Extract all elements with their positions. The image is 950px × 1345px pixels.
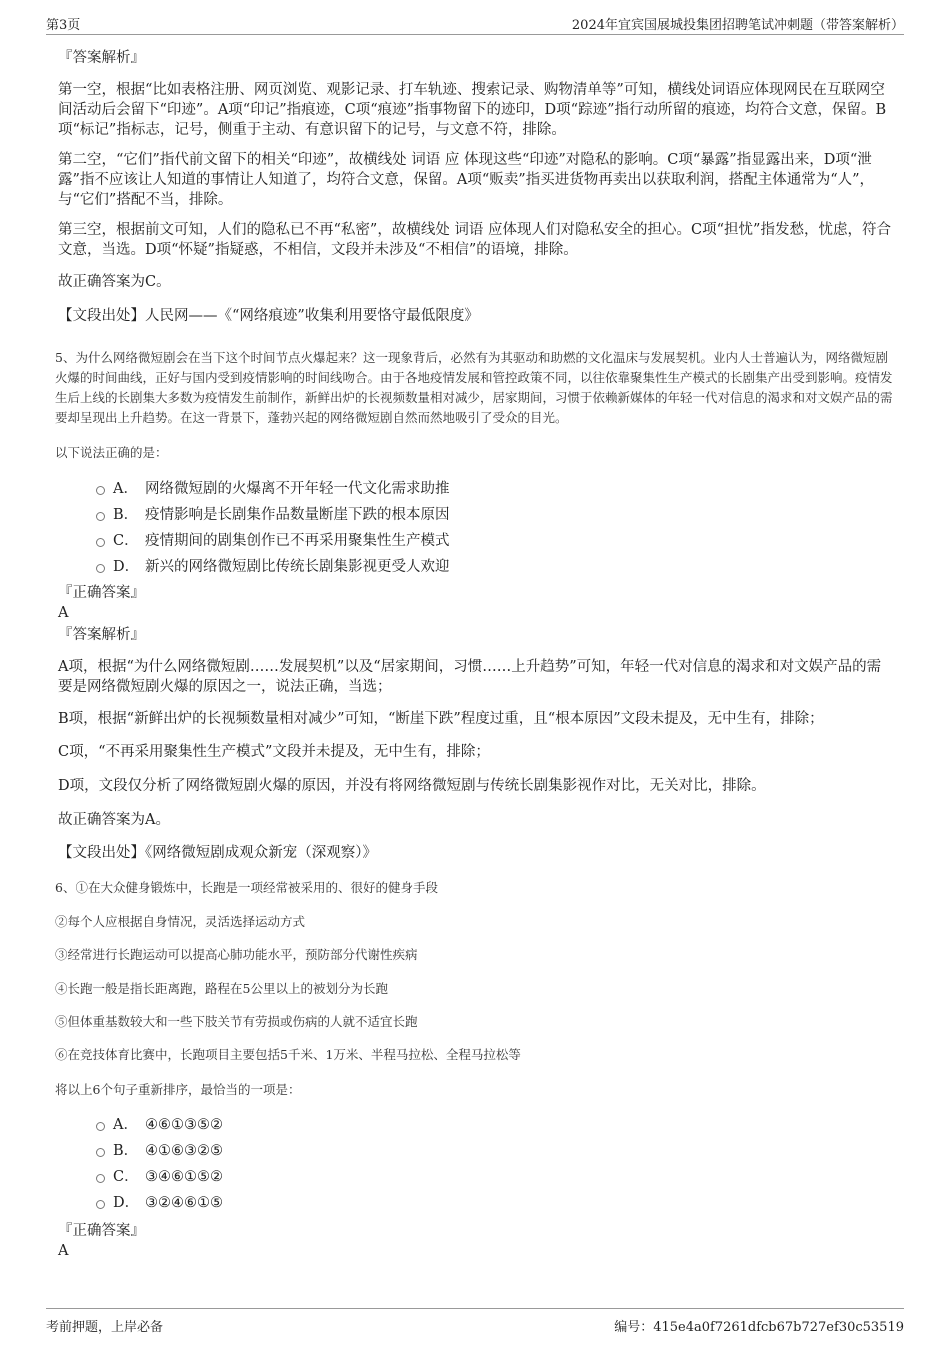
footer-slogan: 考前押题，上岸必备 [46, 1320, 164, 1335]
radio-icon[interactable] [96, 1148, 105, 1157]
document-code: 编号：415e4a0f7261dfcb67b727ef30c53519 [614, 1320, 904, 1335]
q5-analysis-d: D项，文段仅分析了网络微短剧火爆的原因，并没有将网络微短剧与传统长剧集影视作对比，无关对比，排除。 [58, 778, 766, 794]
q5-conclusion: 故正确答案为A。 [58, 812, 170, 828]
radio-icon[interactable] [96, 538, 105, 547]
q5-stem: 5、为什么网络微短剧会在当下这个时间节点火爆起来？这一现象背后，必然有为其驱动和助燃的文化温床与发展契机。业内人士普遍认为，网络微短剧火爆的时间曲线，正好与国内受到疫情影响的时间线吻合。由于各地疫情发展和管控政策不同，以往依靠聚集性生产模式的长剧集产出受到影响。疫情发生后上线的长剧集大多数为疫情发生前制作，新鲜出炉的长视频数量相对减少，居家期间，习惯于依赖新媒体的年轻一代对信息的渴求和对文娱产品的需要却呈现出上升趋势。在这一背景下，蓬勃兴起的网络微短剧自然而然地吸引了受众的目光。 [55, 350, 893, 425]
q5-answer: A [58, 605, 69, 621]
q4-analysis-para-3: 第三空，根据前文可知，人们的隐私已不再“私密”，故横线处 词语 应体现人们对隐私安全的担心。C项“担忧”指发愁，忧虑，符合文意，当选。D项“怀疑”指疑惑，不相信，文段并未涉及“不相信”的语境，排除。 [58, 222, 891, 258]
q5-option-a[interactable]: A． 网络微短剧的火爆离不开年轻一代文化需求助推 [96, 479, 450, 499]
radio-icon[interactable] [96, 1122, 105, 1131]
radio-icon[interactable] [96, 512, 105, 521]
q6-sentence-4: ④长跑一般是指长距离跑，路程在5公里以上的被划分为长跑 [55, 981, 388, 996]
q6-option-c[interactable]: C． ③④⑥①⑤② [96, 1167, 223, 1187]
radio-icon[interactable] [96, 1174, 105, 1183]
radio-icon[interactable] [96, 486, 105, 495]
page-footer [46, 1308, 904, 1339]
q4-conclusion: 故正确答案为C。 [58, 274, 171, 290]
q5-answer-label: 『正确答案』 [58, 585, 145, 601]
q4-analysis-para-2: 第二空，“它们”指代前文留下的相关“印迹”，故横线处 词语 应 体现这些“印迹”对隐私的影响。C项“暴露”指显露出来，D项“泄露”指不应该让人知道的事情让人知道了，均符合文意，保留。A项“贩卖”指买进货物再卖出以获取利润，搭配主体通常为“人”，与“它们”搭配不当，排除。 [58, 152, 875, 208]
q6-sentence-6: ⑥在竞技体育比赛中，长跑项目主要包括5千米、1万米、半程马拉松、全程马拉松等 [55, 1047, 521, 1062]
q6-option-b[interactable]: B． ④①⑥③②⑤ [96, 1141, 223, 1161]
q5-analysis-c: C项，“不再采用聚集性生产模式”文段并未提及，无中生有，排除； [58, 744, 490, 760]
q6-sentence-5: ⑤但体重基数较大和一些下肢关节有劳损或伤病的人就不适宜长跑 [55, 1014, 418, 1029]
q6-sentence-3: ③经常进行长跑运动可以提高心肺功能水平，预防部分代谢性疾病 [55, 947, 418, 962]
q6-answer-label: 『正确答案』 [58, 1223, 145, 1239]
q5-option-c[interactable]: C． 疫情期间的剧集创作已不再采用聚集性生产模式 [96, 531, 450, 551]
document-title: 2024年宜宾国展城投集团招聘笔试冲刺题（带答案解析） [571, 18, 904, 33]
q5-source: 【文段出处】《网络微短剧成观众新宠（深观察）》 [58, 845, 377, 861]
q5-option-b[interactable]: B． 疫情影响是长剧集作品数量断崖下跌的根本原因 [96, 505, 450, 525]
q4-analysis-para-1: 第一空，根据“比如表格注册、网页浏览、观影记录、打车轨迹、搜索记录、购物清单等”可知，横线处词语应体现网民在互联网空间活动后会留下“印迹”。A项“印记”指痕迹，C项“痕迹”指事物留下的迹印，D项“踪迹”指行动所留的痕迹，均符合文意，保留。B项“标记”指标志，记号，侧重于主动、有意识留下的记号，与文意不符，排除。 [58, 82, 887, 138]
page-header [46, 12, 904, 35]
q6-question: 将以上6个句子重新排序，最恰当的一项是： [55, 1082, 301, 1097]
q5-option-d[interactable]: D． 新兴的网络微短剧比传统长剧集影视更受人欢迎 [96, 557, 450, 577]
q6-sentence-2: ②每个人应根据自身情况，灵活选择运动方式 [55, 914, 306, 929]
page-number: 第3页 [46, 18, 81, 33]
q5-analysis-b: B项，根据“新鲜出炉的长视频数量相对减少”可知，“断崖下跌”程度过重，且“根本原因”文段未提及，无中生有，排除； [58, 711, 824, 727]
q4-source: 【文段出处】人民网——《“网络痕迹”收集利用要恪守最低限度》 [58, 308, 479, 324]
radio-icon[interactable] [96, 564, 105, 573]
q4-analysis-label: 『答案解析』 [58, 50, 145, 66]
q5-analysis-a: A项，根据“为什么网络微短剧……发展契机”以及“居家期间，习惯……上升趋势”可知，年轻一代对信息的渴求和对文娱产品的需要是网络微短剧火爆的原因之一，说法正确，当选； [58, 659, 882, 695]
q5-analysis-label: 『答案解析』 [58, 627, 145, 643]
q5-question: 以下说法正确的是： [55, 445, 168, 460]
radio-icon[interactable] [96, 1200, 105, 1209]
q6-option-a[interactable]: A． ④⑥①③⑤② [96, 1115, 223, 1135]
q6-option-d[interactable]: D． ③②④⑥①⑤ [96, 1193, 223, 1213]
q6-sentence-1: 6、①在大众健身锻炼中，长跑是一项经常被采用的、很好的健身手段 [55, 880, 438, 895]
q6-answer: A [58, 1243, 69, 1259]
